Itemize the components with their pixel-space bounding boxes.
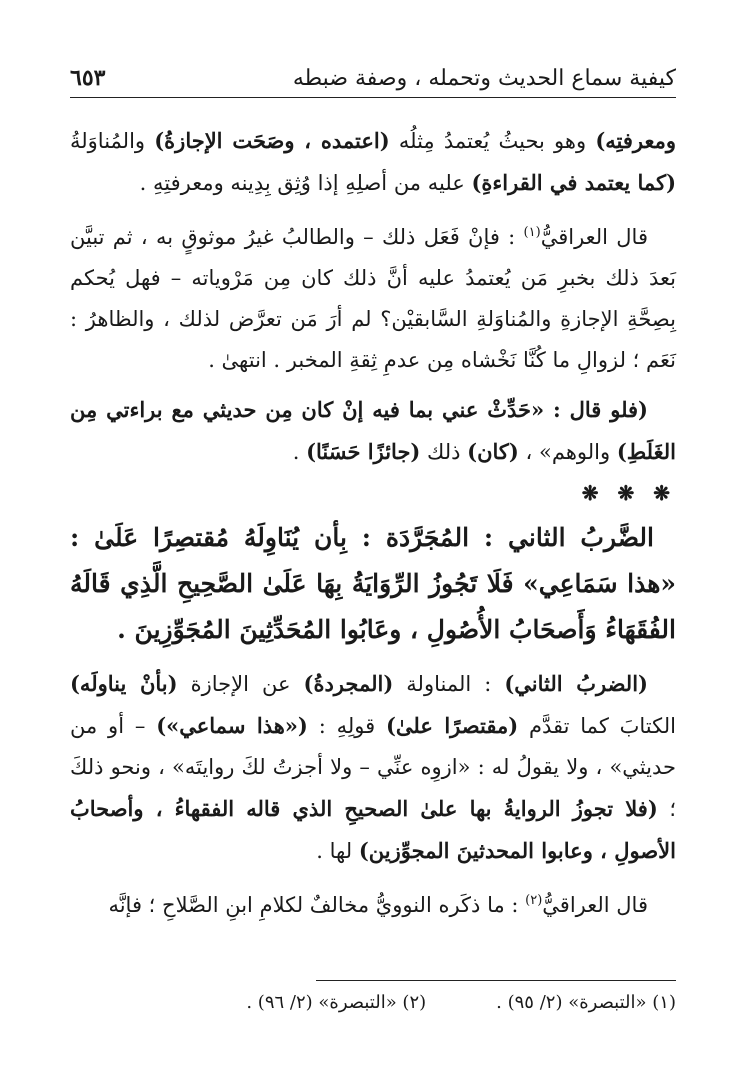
text: ذلك (420, 440, 468, 464)
section-separator: ❋ ❋ ❋ (581, 481, 676, 505)
bold-text: (جائزًا حَسَنًا) (306, 439, 421, 464)
paragraph-5 (70, 880, 676, 926)
bold-text: (كما يعتمد في القراءةِ) (471, 170, 676, 195)
text: : فإنْ فَعَل ذلك – والطالبُ غيرُ موثوقٍ به ، ثم تبيَّن بَعدَ ذلك بخبرِ مَن يُعتمدُ عليه أنَّ ذلك كان مِن مَرْوياته – فهل يُحكم بِصِحَّةِ الإجازةِ والمُناوَلةِ السَّابقيْن؟ لم أرَ مَن تعرَّض لذلك ، والظاهرُ : نَعَم ؛ لزوالِ ما كُنَّا نَخْشاه مِن عدمِ ثِقةِ المخبر . انتهىٰ . (70, 225, 676, 372)
text: – أو من حديثي» ، ولا يقولُ له : «ازوِه عنِّي – ولا أجزتُ لكَ روايتَه» ، ونحو ذلكَ ؛ (70, 714, 677, 821)
bold-text: (كان) (467, 439, 519, 464)
text: قال العراقيُّ (542, 893, 648, 917)
text: وهو بحيثُ يُعتمدُ مِثلُه (389, 129, 596, 153)
bold-text: ومعرفتِه) (595, 128, 676, 153)
text: : ما ذكَره النوويُّ مخالفٌ لكلامِ ابنِ الصَّلاحِ ؛ فإنَّه (108, 893, 526, 917)
page-body (70, 120, 676, 934)
footnote-divider (316, 980, 676, 981)
paragraph-4 (70, 663, 676, 872)
footnote-ref-2: (٢) (525, 893, 543, 908)
footnotes (70, 992, 676, 1013)
footnote-ref-1: (١) (523, 225, 541, 240)
bold-text: (الضربُ الثاني) (504, 671, 648, 696)
header-title: كيفية سماع الحديث وتحمله ، وصفة ضبطه (292, 66, 676, 91)
text: قال العراقيُّ (540, 225, 648, 249)
bold-text: (بأنْ يناولَه) (70, 671, 178, 696)
text: لها . (316, 839, 359, 863)
bold-text: (مقتصرًا علىٰ) (385, 713, 519, 738)
text: عليه من أصلِهِ إذا وُثِق بِدِينه ومعرفتِهِ . (139, 171, 472, 195)
bold-text: (فلو قال : «حَدِّثْ عني بما فيه إنْ كان مِن حديثي مع براءتي مِن الغَلَطِ) (70, 397, 676, 464)
page-number: ٦٥٣ (70, 65, 106, 91)
text: قولِهِ : (307, 714, 386, 738)
running-header (70, 58, 676, 98)
text: عن الإجازة (177, 672, 304, 696)
text: : المناولة (393, 672, 505, 696)
bold-text: (المجردةُ) (303, 671, 394, 696)
footnote-2: (٢) «التبصرة» (٢/ ٩٦) . (246, 992, 427, 1013)
paragraph-2 (70, 212, 676, 381)
text: الكتابَ كما تقدَّم (518, 714, 676, 738)
bold-text: (فلا تجوزُ الروايةُ بها علىٰ الصحيحِ الذي قاله الفقهاءُ ، وأصحابُ الأصولِ ، وعابوا المحدثينَ المجوِّزين) (70, 796, 676, 863)
bold-text: («هذا سماعي») (156, 713, 308, 738)
paragraph-3 (70, 389, 676, 473)
paragraph-1 (70, 120, 676, 204)
footnote-1: (١) «التبصرة» (٢/ ٩٥) . (496, 992, 676, 1013)
text: والمُناوَلةُ (70, 129, 155, 153)
text: والوهم» ، (518, 440, 617, 464)
matn-text: الضَّربُ الثاني : المُجَرَّدَة : بِأن يُنَاوِلَهُ مُقتصِرًا عَلَىٰ : «هذا سَمَاعِي» فَلَا تَجُوزُ الرِّوَايَةُ بِهَا عَلَىٰ الصَّحِيحِ الَّذِي قَالَهُ الفُقَهَاءُ وَأَصحَابُ الأُصُولِ ، وعَابُوا المُحَدِّثِينَ المُجَوِّزِينَ . (70, 523, 676, 644)
text: . (292, 440, 307, 464)
bold-text: (اعتمده ، وصَحَت الإجازةُ) (154, 128, 390, 153)
